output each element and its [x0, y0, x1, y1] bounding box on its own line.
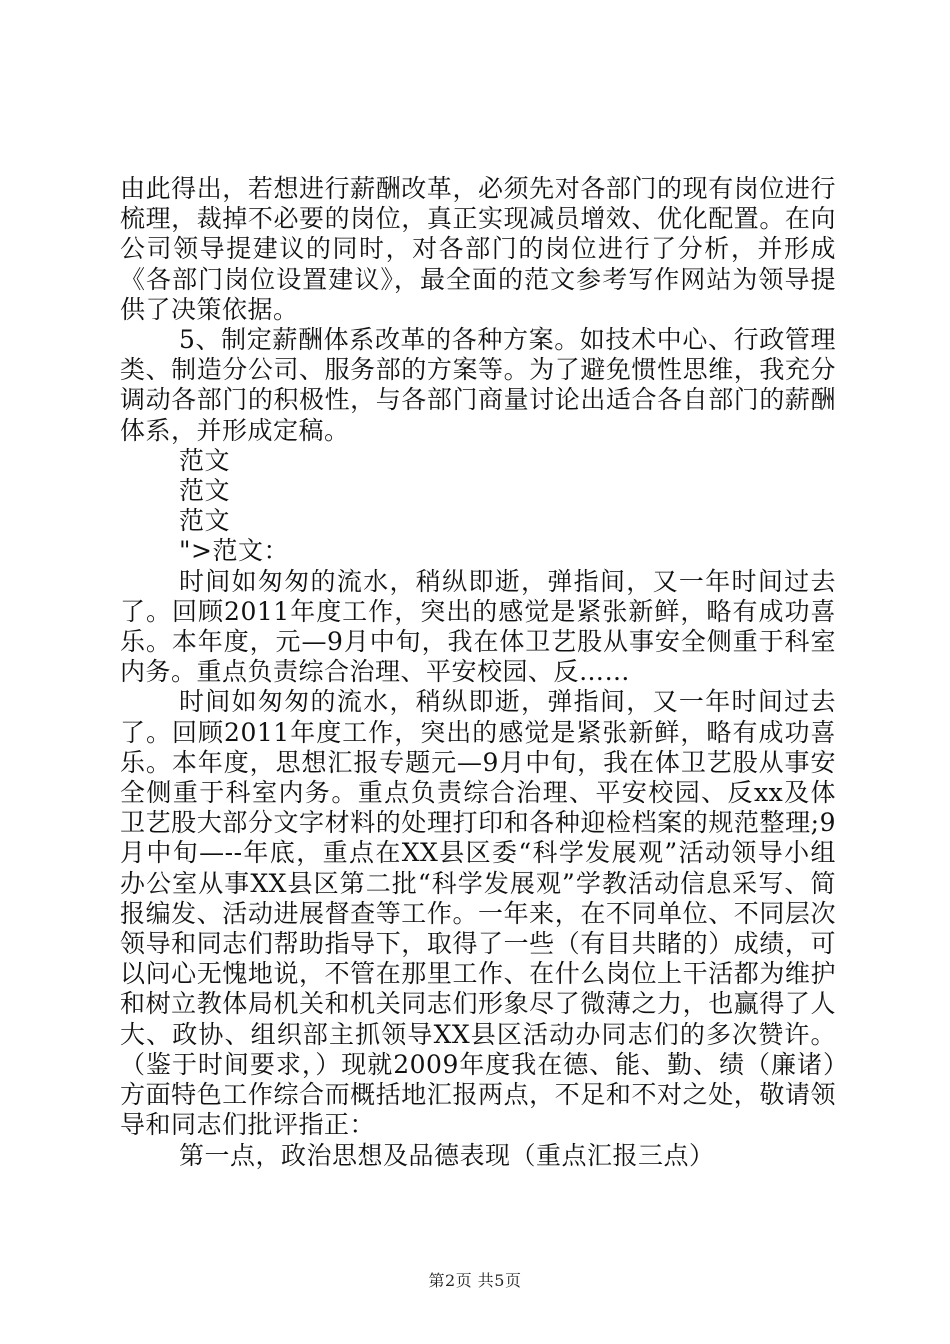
- paragraph: 时间如匆匆的流水，稍纵即逝，弹指间，又一年时间过去了。回顾2011年度工作，突出的感觉是紧张新鲜，略有成功喜乐。本年度，元—9月中旬，我在体卫艺股从事安全侧重于科室内务。重点负责综合治理、平安校园、反……: [120, 566, 836, 687]
- paragraph: 第一点，政治思想及品德表现（重点汇报三点）: [179, 1140, 715, 1170]
- paragraph: 时间如匆匆的流水，稍纵即逝，弹指间，又一年时间过去了。回顾2011年度工作，突出的感觉是紧张新鲜，略有成功喜乐。本年度，思想汇报专题元—9月中旬，我在体卫艺股从事安全侧重于科室内务。重点负责综合治理、平安校园、反xx及体卫艺股大部分文字材料的处理打印和各种迎检档案的规范整理;9月中旬—--年底，重点在XX县区委“科学发展观”活动领导小组办公室从事XX县区第二批“科学发展观”学教活动信息采写、简报编发、活动进展督查等工作。一年来，在不同单位、不同层次领导和同志们帮助指导下，取得了一些（有目共睹的）成绩，可以问心无愧地说，不管在那里工作、在什么岗位上干活都为维护和树立教体局机关和机关同志们形象尽了微薄之力，也赢得了人大、政协、组织部主抓领导XX县区活动办同志们的多次赞许。（鉴于时间要求，）现就2009年度我在德、能、勤、绩（廉诸）方面特色工作综合而概括地汇报两点，不足和不对之处，敬请领导和同志们批评指正：: [120, 687, 836, 1140]
- paragraph: ">范文：: [179, 536, 289, 566]
- paragraph: 范文: [179, 476, 231, 506]
- paragraph: 由此得出，若想进行薪酬改革，必须先对各部门的现有岗位进行梳理，裁掉不必要的岗位，真正实现减员增效、优化配置。在向公司领导提建议的同时，对各部门的岗位进行了分析，并形成《各部门岗位设置建议》，最全面的范文参考写作网站为领导提供了决策依据。: [120, 174, 836, 324]
- paragraph: 5、制定薪酬体系改革的各种方案。如技术中心、行政管理类、制造分公司、服务部的方案等。为了避免惯性思维，我充分调动各部门的积极性，与各部门商量讨论出适合各自部门的薪酬体系，并形成定稿。: [120, 325, 836, 445]
- paragraph: 范文: [179, 445, 231, 475]
- document-body: [120, 174, 836, 1171]
- page-number-footer: 第2页 共5页: [428, 1271, 522, 1290]
- paragraph: 范文: [179, 506, 231, 536]
